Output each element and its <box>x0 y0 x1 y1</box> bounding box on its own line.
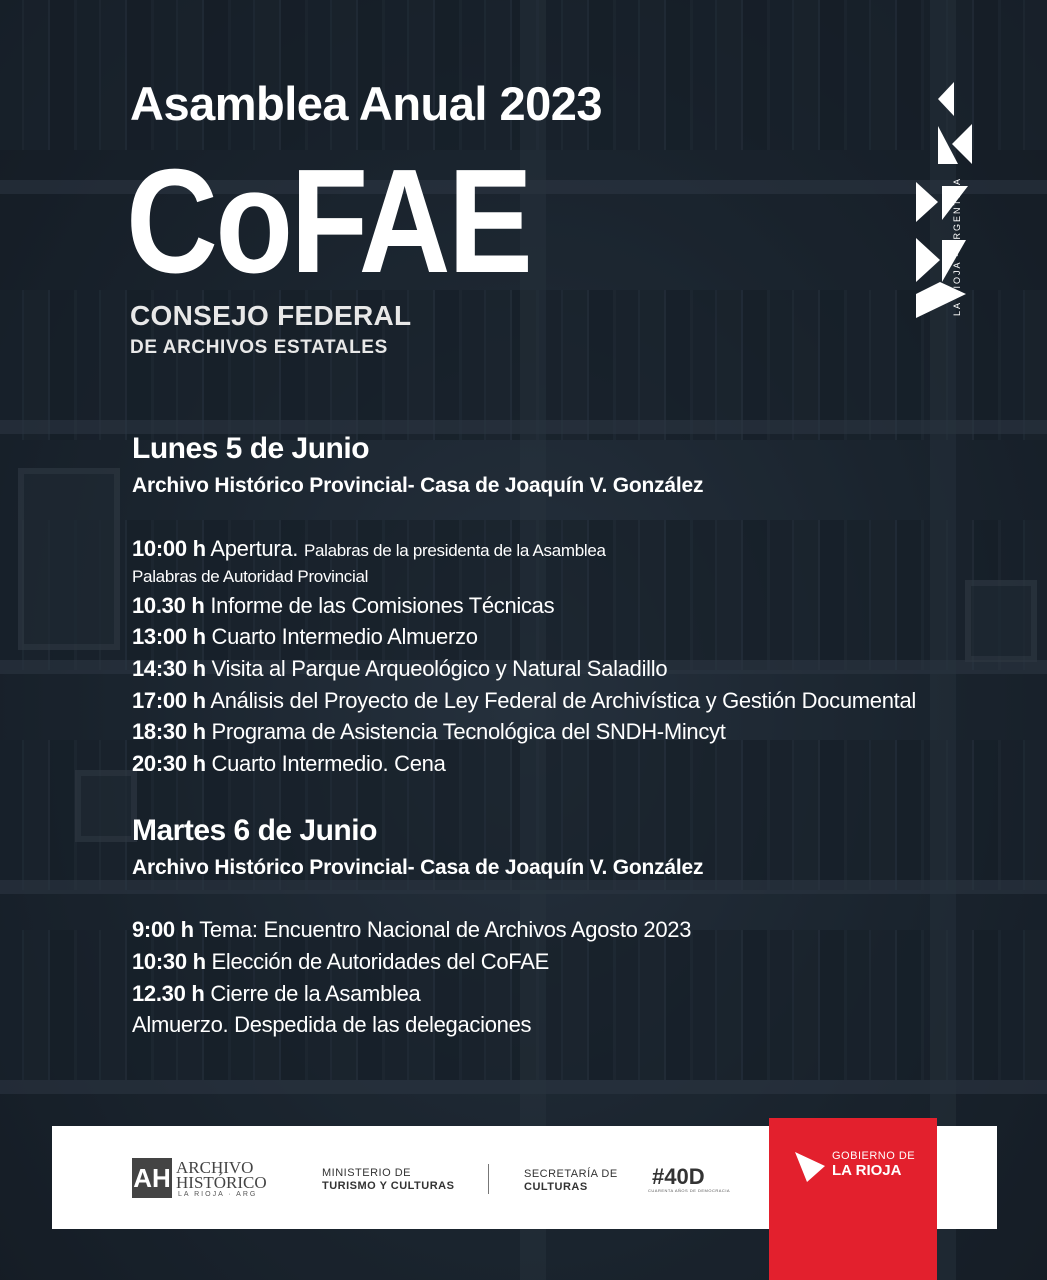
schedule-item <box>132 567 368 587</box>
event-title: Asamblea Anual 2023 <box>130 77 603 130</box>
schedule-text: Cierre de la Asamblea <box>210 981 421 1006</box>
democracia-40-logo: #40D <box>652 1164 705 1189</box>
schedule-text: Visita al Parque Arqueológico y Natural Saladillo <box>211 656 668 681</box>
schedule-text: Cuarto Intermedio Almuerzo <box>211 624 478 649</box>
archivo-label-line2: HISTÓRICO <box>176 1173 267 1192</box>
schedule-item <box>132 593 554 619</box>
day2-venue: Archivo Histórico Provincial- Casa de Joaquín V. González <box>132 856 704 879</box>
schedule-time: 20:30 h <box>132 751 206 776</box>
democracia-40-subtitle: CUARENTA AÑOS DE DEMOCRACIA <box>648 1188 731 1193</box>
schedule-time: 12.30 h <box>132 981 205 1006</box>
schedule-note: Palabras de la presidenta de la Asamblea <box>303 541 606 560</box>
schedule-text: Elección de Autoridades del CoFAE <box>211 949 549 974</box>
cofae-logo-text: CoFAE <box>126 139 531 304</box>
schedule-text: Cuarto Intermedio. Cena <box>211 751 446 776</box>
schedule-item <box>132 917 691 943</box>
org-name-line1: CONSEJO FEDERAL <box>130 300 412 331</box>
day1-venue: Archivo Histórico Provincial- Casa de Joaquín V. González <box>132 474 704 497</box>
schedule-time: 13:00 h <box>132 624 206 649</box>
la-rioja-argentina-label: LA RIOJA - ARGENTINA <box>952 176 962 316</box>
archivo-label-line1: ARCHIVO <box>176 1158 254 1177</box>
archivo-historico-logo-icon: AH <box>132 1158 172 1198</box>
gobierno-label-line1: GOBIERNO DE <box>832 1150 916 1162</box>
org-name-line2: DE ARCHIVOS ESTATALES <box>130 337 388 358</box>
schedule-item <box>132 981 420 1007</box>
schedule-text: Programa de Asistencia Tecnológica del SNDH-Mincyt <box>211 719 726 744</box>
la-rioja-triangles-icon <box>912 82 982 322</box>
schedule-text: Palabras de Autoridad Provincial <box>132 567 369 586</box>
schedule-time: 18:30 h <box>132 719 206 744</box>
schedule-item <box>132 536 606 562</box>
gobierno-label-line2: LA RIOJA <box>832 1162 902 1179</box>
schedule-time: 14:30 h <box>132 656 206 681</box>
schedule-item <box>132 624 478 650</box>
day2-title: Martes 6 de Junio <box>132 814 377 847</box>
schedule-text: Almuerzo. Despedida de las delegaciones <box>132 1012 532 1037</box>
ministerio-label-line1: MINISTERIO DE <box>322 1167 412 1179</box>
schedule-time: 10:00 h <box>132 536 206 561</box>
gobierno-la-rioja-icon <box>795 1152 825 1182</box>
schedule-item <box>132 719 726 745</box>
schedule-item <box>132 656 667 682</box>
schedule-time: 10:30 h <box>132 949 206 974</box>
ministerio-label-line2: TURISMO Y CULTURAS <box>322 1180 455 1192</box>
gobierno-la-rioja-block <box>769 1118 937 1280</box>
schedule-text: Tema: Encuentro Nacional de Archivos Agosto 2023 <box>199 917 692 942</box>
schedule-item <box>132 1012 531 1038</box>
schedule-time: 9:00 h <box>132 917 194 942</box>
schedule-text: Apertura. <box>210 536 299 561</box>
day1-title: Lunes 5 de Junio <box>132 432 370 465</box>
schedule-item <box>132 751 446 777</box>
footer-divider <box>488 1164 489 1194</box>
schedule-item <box>132 949 549 975</box>
secretaria-label-line1: SECRETARÍA DE <box>524 1168 618 1180</box>
schedule-item <box>132 688 916 714</box>
schedule-time: 10.30 h <box>132 593 205 618</box>
archivo-label-line3: LA RIOJA · ARG <box>178 1191 258 1198</box>
secretaria-label-line2: CULTURAS <box>524 1181 588 1193</box>
schedule-time: 17:00 h <box>132 688 206 713</box>
schedule-text: Informe de las Comisiones Técnicas <box>210 593 555 618</box>
schedule-text: Análisis del Proyecto de Ley Federal de Archivística y Gestión Documental <box>210 688 917 713</box>
